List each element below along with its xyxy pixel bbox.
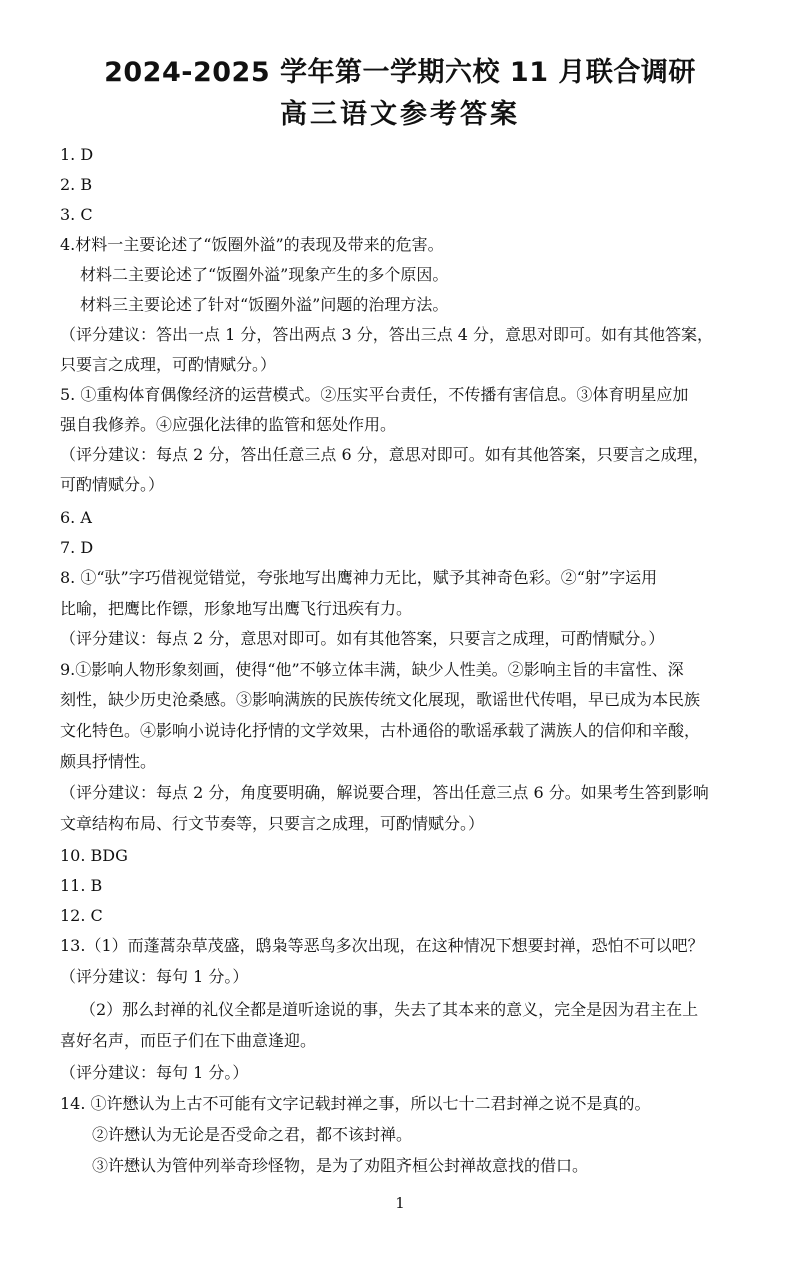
- answer-14: 14. ①许懋认为上古不可能有文字记载封禅之事，所以七十二君封禅之说不是真的。: [60, 1094, 651, 1113]
- answer-2: 2. B: [60, 175, 93, 194]
- answer-13-2: （2）那么封禅的礼仪全都是道听途说的事，失去了其本来的意义，完全是因为君主在上: [80, 1000, 699, 1019]
- scoring-note-cont: 文章结构布局、行文节奏等，只要言之成理，可酌情赋分。）: [60, 814, 485, 833]
- scoring-note: （评分建议：答出一点 1 分，答出两点 3 分，答出三点 4 分，意思对即可。如有其他答案，: [60, 325, 714, 344]
- answer-6: 6. A: [60, 508, 92, 527]
- answer-9: 9.①影响人物形象刻画，使得“他”不够立体丰满，缺少人性美。②影响主旨的丰富性、深: [60, 660, 684, 679]
- answer-3: 3. C: [60, 205, 93, 224]
- answer-9-cont: 刻性，缺少历史沧桑感。③影响满族的民族传统文化展现，歌谣世代传唱，早已成为本民族: [60, 690, 701, 709]
- answer-14-point: ②许懋认为无论是否受命之君，都不该封禅。: [92, 1125, 413, 1144]
- answer-11: 11. B: [60, 876, 103, 895]
- answer-9-cont: 文化特色。④影响小说诗化抒情的文学效果，古朴通俗的歌谣承载了满族人的信仰和辛酸，: [60, 721, 701, 740]
- document-subtitle: 高三语文参考答案: [280, 99, 520, 130]
- answer-1: 1. D: [60, 145, 94, 164]
- answer-4: 4.材料一主要论述了“饭圈外溢”的表现及带来的危害。: [60, 235, 444, 254]
- answer-4-line: 材料三主要论述了针对“饭圈外溢”问题的治理方法。: [80, 295, 449, 314]
- page-number: 1: [395, 1194, 405, 1212]
- answer-14-point: ③许懋认为管仲列举奇珍怪物，是为了劝阻齐桓公封禅故意找的借口。: [92, 1156, 589, 1175]
- scoring-note-cont: 只要言之成理，可酌情赋分。）: [60, 355, 277, 374]
- answer-4-line: 材料二主要论述了“饭圈外溢”现象产生的多个原因。: [80, 265, 449, 284]
- answer-5-cont: 强自我修养。④应强化法律的监管和惩处作用。: [60, 415, 397, 434]
- scoring-note-cont: 可酌情赋分。）: [60, 475, 165, 494]
- answer-13-2-cont: 喜好名声，而臣子们在下曲意逢迎。: [60, 1031, 317, 1050]
- document-title: 2024-2025 学年第一学期六校 11 月联合调研: [104, 57, 696, 88]
- scoring-note: （评分建议：每句 1 分。）: [60, 1063, 249, 1082]
- answer-13-1: 13.（1）而蓬蒿杂草茂盛，鸱枭等恶鸟多次出现，在这种情况下想要封禅，恐怕不可以吧？: [60, 936, 704, 955]
- scoring-note: （评分建议：每点 2 分，角度要明确，解说要合理，答出任意三点 6 分。如果考生答到影响: [60, 783, 709, 802]
- answer-10: 10. BDG: [60, 846, 128, 865]
- answer-8: 8. ①“驮”字巧借视觉错觉，夸张地写出鹰神力无比，赋予其神奇色彩。②“射”字运用: [60, 568, 658, 587]
- answer-5: 5. ①重构体育偶像经济的运营模式。②压实平台责任，不传播有害信息。③体育明星应加: [60, 385, 689, 404]
- answer-7: 7. D: [60, 538, 94, 557]
- answer-9-cont: 颇具抒情性。: [60, 752, 157, 771]
- answer-8-cont: 比喻，把鹰比作镖，形象地写出鹰飞行迅疾有力。: [60, 599, 413, 618]
- scoring-note: （评分建议：每点 2 分，意思对即可。如有其他答案，只要言之成理，可酌情赋分。）: [60, 629, 665, 648]
- answer-12: 12. C: [60, 906, 103, 925]
- scoring-note: （评分建议：每句 1 分。）: [60, 967, 249, 986]
- scoring-note: （评分建议：每点 2 分，答出任意三点 6 分，意思对即可。如有其他答案，只要言之成理，: [60, 445, 709, 464]
